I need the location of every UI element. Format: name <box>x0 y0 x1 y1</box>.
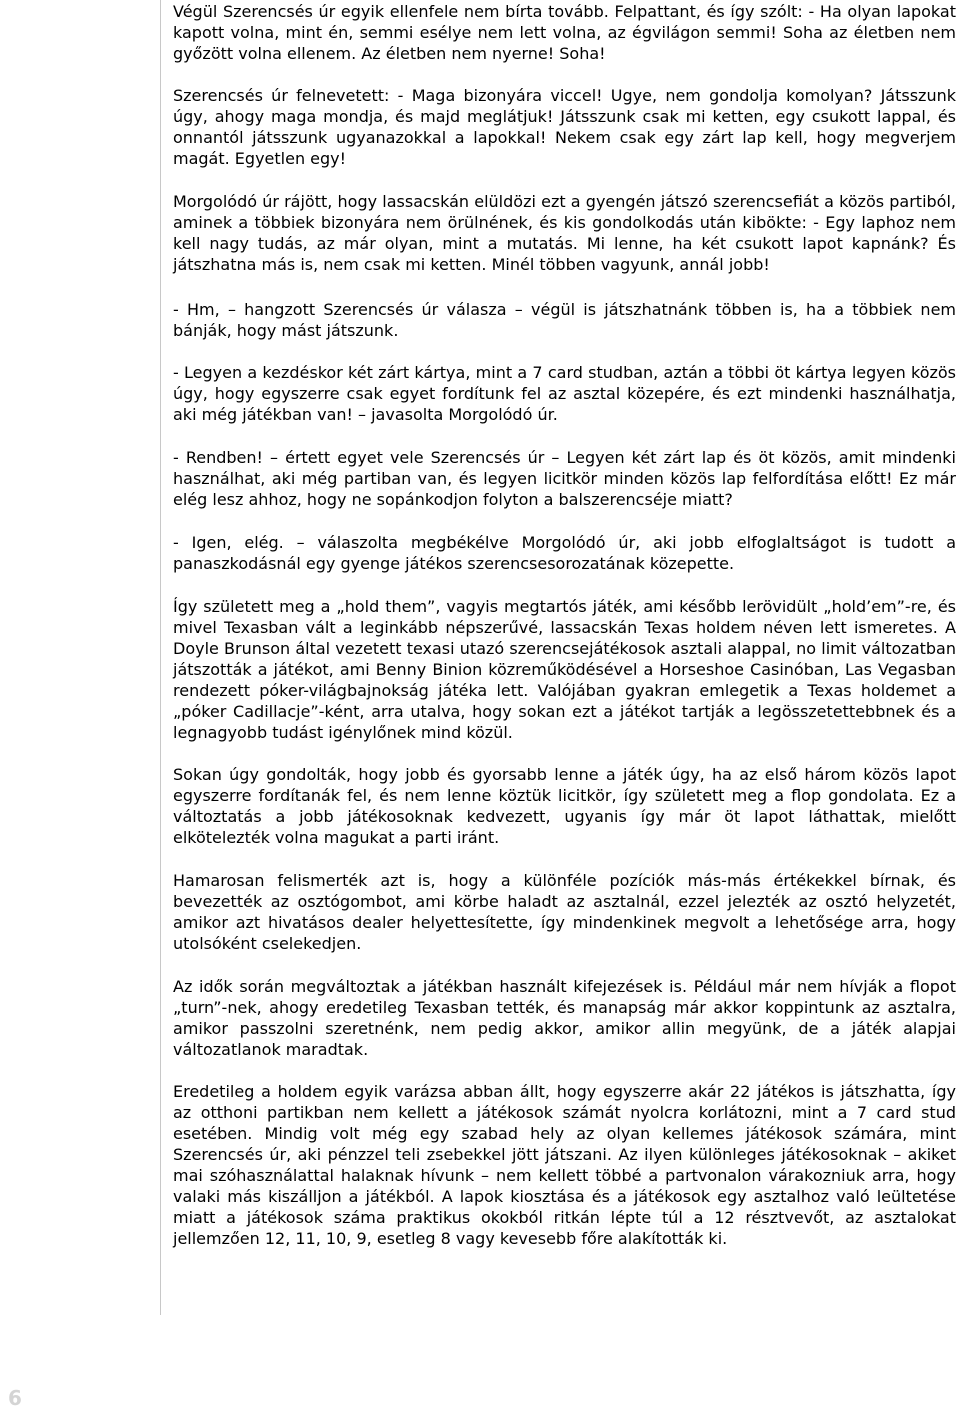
paragraph-text: - Igen, elég. – válaszolta megbékélve Morgolódó úr, aki jobb elfoglaltságot is tudott a panaszkodásnál egy gyenge játékos szerencsesorozatának közepette. <box>173 533 956 573</box>
paragraph-text: Morgolódó úr rájött, hogy lassacskán elüldözi ezt a gyengén játszó szerencsefiát a közös partiból, aminek a többiek bizonyára nem örülnének, és kis gondolkodás után kibökte: - Egy laphoz nem kell nagy tudás, az már olyan, mint a mutatás. Mi lenne, ha két csukott lapot kapnánk? És játszhatna más is, nem csak mi ketten. Minél többen vagyunk, annál jobb! <box>173 192 956 274</box>
page-number: 6 <box>8 1386 22 1410</box>
paragraph-text: - Rendben! – értett egyet vele Szerencsés úr – Legyen két zárt lap és öt közös, amit mindenki használhat, aki még partiban van, és legyen licitkör minden közös lap felfordítása előtt! Ez már elég lesz ahhoz, hogy ne sopánkodjon folyton a balszerencséje miatt? <box>173 448 956 509</box>
paragraph-text: Szerencsés úr felnevetett: - Maga bizonyára viccel! Ugye, nem gondolja komolyan? Játsszunk úgy, ahogy maga mondja, és majd meglátjuk! Játsszunk csak mi ketten, egy csukott lappal, és onnantól játsszunk ugyanazokkal a lapokkal! Nekem csak egy zárt lap kell, hogy megverjem magát. Egyetlen egy! <box>173 86 956 168</box>
paragraph-9 <box>173 764 956 848</box>
paragraph-11 <box>173 976 956 1060</box>
paragraph-1 <box>173 1 956 64</box>
paragraph-text: Eredetileg a holdem egyik varázsa abban állt, hogy egyszerre akár 22 játékos is játszhatta, így az otthoni partikban nem kellett a játékosok számát nyolcra korlátozni, mint a 7 card stud esetében. Mindig volt még egy szabad hely az olyan kellemes játékosok számára, mint Szerencsés úr, aki pénzzel teli zsebekkel jött játszani. Az ilyen különleges játékosoknak – akiket mai szóhasználattal halaknak hívunk – nem kellett többé a partvonalon várakozniuk arra, hogy valaki más kiszálljon a játékból. A lapok kiosztása és a játékosok egy asztalhoz való leültetése miatt a játékosok száma praktikus okokból ritkán lépte túl a 12 résztvevőt, az asztalokat jellemzően 12, 11, 10, 9, esetleg 8 vagy kevesebb főre alakították ki. <box>173 1082 956 1248</box>
paragraph-5 <box>173 362 956 425</box>
paragraph-text: Így született meg a „hold them”, vagyis megtartós játék, ami később lerövidült „hold’em”-re, és mivel Texasban vált a leginkább népszerűvé, lassacskán Texas holdem néven lett ismeretes. A Doyle Brunson által vezetett texasi utazó szerencsejátékosok asztali alappal, no limit változatban játszották a játékot, ami Benny Binion közreműködésével a Horseshoe Casinóban, Las Vegasban rendezett póker-világbajnokság játéka lett. Valójában gyakran emlegetik a Texas holdemet a „póker Cadillacje”-ként, arra utalva, hogy sokan ezt a játékot tartják a legösszetettebbnek és a legnagyobb tudást igénylőnek mind közül. <box>173 597 956 742</box>
paragraph-text: Végül Szerencsés úr egyik ellenfele nem bírta tovább. Felpattant, és így szólt: - Ha olyan lapokat kapott volna, mint én, semmi esélye nem lett volna, az égvilágon semmi! Soha az életben nem győzött volna ellenem. Az életben nem nyerne! Soha! <box>173 2 956 63</box>
paragraph-6 <box>173 447 956 510</box>
paragraph-text: Hamarosan felismerték azt is, hogy a különféle pozíciók más-más értékekkel bírnak, és bevezették az osztógombot, ami körbe haladt az asztalnál, ezzel jelezték az osztó helyzetét, amikor azt hivatásos dealer helyettesítette, így mindenkinek megvolt a lehetősége arra, hogy utolsóként cselekedjen. <box>173 871 956 953</box>
paragraph-text: Sokan úgy gondolták, hogy jobb és gyorsabb lenne a játék úgy, ha az első három közös lapot egyszerre fordítanák fel, és nem lenne köztük licitkör, így született meg a flop gondolata. Ez a változtatás a jobb játékosoknak kedvezett, ugyanis így már öt lapot láthattak, mielőtt elkötelezték volna magukat a parti iránt. <box>173 765 956 847</box>
paragraph-4 <box>173 299 956 341</box>
paragraph-10 <box>173 870 956 954</box>
paragraph-text: Az idők során megváltoztak a játékban használt kifejezések is. Például már nem hívják a flopot „turn”-nek, ahogy eredetileg Texasban tették, és manapság már akkor koppintunk az asztalra, amikor passzolni szeretnénk, nem pedig akkor, amikor allin megyünk, de a játék alapjai változatlanok maradtak. <box>173 977 956 1059</box>
paragraph-2 <box>173 85 956 169</box>
paragraph-3 <box>173 191 956 275</box>
paragraph-text: - Hm, – hangzott Szerencsés úr válasza – végül is játszhatnánk többen is, ha a többiek nem bánják, hogy mást játszunk. <box>173 300 956 340</box>
paragraph-8 <box>173 596 956 743</box>
paragraph-text: - Legyen a kezdéskor két zárt kártya, mint a 7 card studban, aztán a többi öt kártya legyen közös úgy, hogy egyszerre csak egyet fordítunk fel az asztal közepére, és ezt mindenki használhatja, aki még játékban van! – javasolta Morgolódó úr. <box>173 363 956 424</box>
paragraph-7 <box>173 532 956 574</box>
paragraph-12 <box>173 1081 956 1249</box>
margin-rule <box>160 0 161 1315</box>
